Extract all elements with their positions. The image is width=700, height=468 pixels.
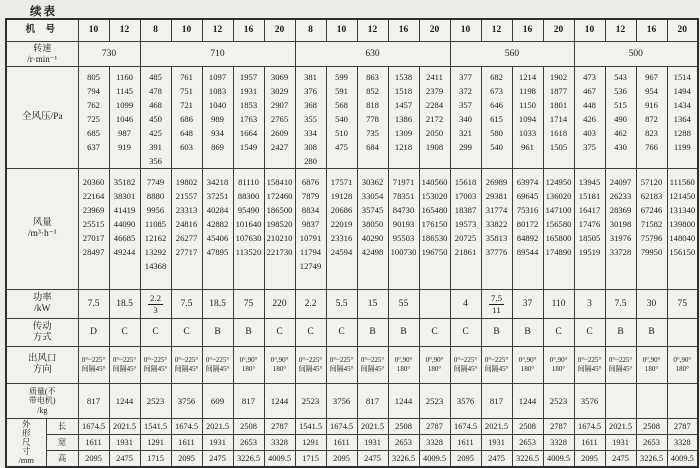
pressure-cell: 377 372 357 340 321 299 xyxy=(450,67,481,169)
machine-no-cell: 20 xyxy=(264,19,295,42)
outlet-direction-cell: 0°,90° 180° xyxy=(543,347,574,384)
row-label-machine: 机 号 xyxy=(6,19,78,42)
length-cell: 1541.5 xyxy=(295,419,326,435)
power-cell xyxy=(140,290,171,319)
width-cell: 3328 xyxy=(667,435,698,451)
height-cell: 2095 xyxy=(450,451,481,468)
power-cell: 7.5 xyxy=(605,290,636,319)
airflow-cell: 20360 22164 23969 25515 27017 28497 xyxy=(78,169,109,290)
machine-no-cell: 8 xyxy=(140,19,171,42)
airflow-cell: 111560 121450 131340 139800 148040 156150 xyxy=(667,169,698,290)
airflow-cell: 6876 7879 8834 9837 10791 11794 12749 xyxy=(295,169,326,290)
row-label-mass: 质量(不 带电机) /kg xyxy=(6,384,78,419)
machine-no-cell: 16 xyxy=(233,19,264,42)
airflow-cell: 26989 29381 31774 33822 35813 37776 xyxy=(481,169,512,290)
height-cell: 2475 xyxy=(357,451,388,468)
length-cell: 2508 xyxy=(636,419,667,435)
machine-no-cell: 12 xyxy=(202,19,233,42)
row-label-drive: 传动 方式 xyxy=(6,319,78,347)
outlet-direction-cell: 0°,90° 180° xyxy=(233,347,264,384)
pressure-cell: 967 954 916 872 823 766 xyxy=(636,67,667,169)
pressure-cell: 1902 1877 1801 1714 1618 1505 xyxy=(543,67,574,169)
width-cell: 1931 xyxy=(357,435,388,451)
power-cell: 18.5 xyxy=(202,290,233,319)
width-cell: 3328 xyxy=(419,435,450,451)
machine-no-cell: 12 xyxy=(481,19,512,42)
pressure-cell: 381 376 368 355 334 308 280 xyxy=(295,67,326,169)
mass-cell: 3756 xyxy=(171,384,202,419)
drive-cell: C xyxy=(109,319,140,347)
mass-cell: 817 xyxy=(481,384,512,419)
pressure-cell: 1214 1198 1150 1094 1033 961 xyxy=(512,67,543,169)
length-cell: 2787 xyxy=(543,419,574,435)
drive-cell: B xyxy=(636,319,667,347)
height-cell: 4009.5 xyxy=(543,451,574,468)
pressure-cell: 3069 3029 2907 2765 2609 2427 xyxy=(264,67,295,169)
drive-cell: C xyxy=(171,319,202,347)
airflow-cell: 7749 8880 9956 11085 12162 13292 14368 xyxy=(140,169,171,290)
speed-cell: 630 xyxy=(295,42,450,67)
speed-cell: 560 xyxy=(450,42,574,67)
length-cell: 1674.5 xyxy=(78,419,109,435)
height-cell: 2475 xyxy=(109,451,140,468)
airflow-cell: 24097 26233 28369 30198 31976 33728 xyxy=(605,169,636,290)
spec-table xyxy=(5,18,699,468)
width-cell: 1611 xyxy=(171,435,202,451)
drive-cell: C xyxy=(543,319,574,347)
machine-no-cell: 10 xyxy=(326,19,357,42)
height-cell: 4009.5 xyxy=(264,451,295,468)
row-label-width: 宽 xyxy=(46,435,78,451)
power-cell: 4 xyxy=(450,290,481,319)
width-cell: 1611 xyxy=(450,435,481,451)
pressure-cell: 863 852 818 778 735 684 xyxy=(357,67,388,169)
drive-cell: C xyxy=(419,319,450,347)
power-cell xyxy=(419,290,450,319)
width-cell: 3328 xyxy=(264,435,295,451)
length-cell: 2508 xyxy=(388,419,419,435)
outlet-direction-cell: 0°~225° 间隔45° xyxy=(357,347,388,384)
pressure-cell: 543 536 515 490 462 430 xyxy=(605,67,636,169)
spec-table-body xyxy=(6,19,698,467)
airflow-cell: 158410 172460 186500 198520 210210 221730 xyxy=(264,169,295,290)
power-cell: 18.5 xyxy=(109,290,140,319)
height-cell: 4009.5 xyxy=(667,451,698,468)
pressure-cell: 761 751 721 686 648 603 xyxy=(171,67,202,169)
mass-cell: 1244 xyxy=(388,384,419,419)
drive-cell: B xyxy=(357,319,388,347)
outlet-direction-cell: 0°~225° 间隔45° xyxy=(481,347,512,384)
outlet-direction-cell: 0°,90° 180° xyxy=(636,347,667,384)
mass-cell: 2523 xyxy=(295,384,326,419)
power-cell: 75 xyxy=(233,290,264,319)
airflow-cell: 140560 153020 165480 176150 186530 196750 xyxy=(419,169,450,290)
pressure-cell: 805 794 762 725 685 637 xyxy=(78,67,109,169)
speed-cell: 500 xyxy=(574,42,698,67)
power-cell: 2.2 xyxy=(295,290,326,319)
mass-cell xyxy=(636,384,667,419)
outlet-direction-cell: 0°~225° 间隔45° xyxy=(295,347,326,384)
power-cell: 37 xyxy=(512,290,543,319)
row-label-outlet: 出风口 方向 xyxy=(6,347,78,384)
pressure-cell: 1957 1931 1853 1763 1664 1549 xyxy=(233,67,264,169)
length-cell: 1674.5 xyxy=(574,419,605,435)
mass-cell: 1244 xyxy=(264,384,295,419)
pressure-cell: 1097 1083 1040 989 934 869 xyxy=(202,67,233,169)
mass-cell: 3576 xyxy=(450,384,481,419)
machine-no-cell: 16 xyxy=(636,19,667,42)
length-cell: 2021.5 xyxy=(481,419,512,435)
airflow-cell: 63974 69645 75316 80172 84892 89544 xyxy=(512,169,543,290)
drive-cell: D xyxy=(78,319,109,347)
machine-no-cell: 8 xyxy=(295,19,326,42)
machine-no-cell: 12 xyxy=(605,19,636,42)
machine-no-cell: 10 xyxy=(450,19,481,42)
machine-no-cell: 20 xyxy=(667,19,698,42)
airflow-cell: 19802 21557 23313 24816 26277 27717 xyxy=(171,169,202,290)
drive-cell: B xyxy=(388,319,419,347)
drive-cell: B xyxy=(512,319,543,347)
drive-cell: B xyxy=(481,319,512,347)
speed-cell: 710 xyxy=(140,42,295,67)
pressure-cell: 1514 1494 1434 1364 1288 1199 xyxy=(667,67,698,169)
power-cell: 110 xyxy=(543,290,574,319)
length-cell: 2787 xyxy=(419,419,450,435)
length-cell: 2508 xyxy=(512,419,543,435)
length-cell: 2021.5 xyxy=(605,419,636,435)
drive-cell: C xyxy=(326,319,357,347)
width-cell: 1931 xyxy=(481,435,512,451)
mass-cell: 3756 xyxy=(326,384,357,419)
machine-no-cell: 10 xyxy=(574,19,605,42)
machine-no-cell: 16 xyxy=(388,19,419,42)
machine-no-cell: 20 xyxy=(419,19,450,42)
row-label-pressure: 全风压/Pa xyxy=(6,67,78,169)
row-label-length: 长 xyxy=(46,419,78,435)
mass-cell: 609 xyxy=(202,384,233,419)
mass-cell: 817 xyxy=(357,384,388,419)
length-cell: 2021.5 xyxy=(109,419,140,435)
length-cell: 2787 xyxy=(264,419,295,435)
length-cell: 2787 xyxy=(667,419,698,435)
outlet-direction-cell: 0°,90° 180° xyxy=(667,347,698,384)
height-cell: 1715 xyxy=(140,451,171,468)
airflow-cell: 124950 136020 147100 156580 165800 174890 xyxy=(543,169,574,290)
outlet-direction-cell: 0°~225° 间隔45° xyxy=(78,347,109,384)
outlet-direction-cell: 0°,90° 180° xyxy=(419,347,450,384)
drive-cell xyxy=(667,319,698,347)
width-cell: 3328 xyxy=(543,435,574,451)
width-cell: 2653 xyxy=(233,435,264,451)
length-cell: 2021.5 xyxy=(357,419,388,435)
outlet-direction-cell: 0°,90° 180° xyxy=(264,347,295,384)
width-cell: 2653 xyxy=(388,435,419,451)
power-cell: 220 xyxy=(264,290,295,319)
drive-cell: C xyxy=(295,319,326,347)
height-cell: 3226.5 xyxy=(512,451,543,468)
pressure-cell: 599 591 568 540 510 475 xyxy=(326,67,357,169)
outlet-direction-cell: 0°~225° 间隔45° xyxy=(171,347,202,384)
row-label-height: 高 xyxy=(46,451,78,468)
mass-cell: 3576 xyxy=(574,384,605,419)
height-cell: 2475 xyxy=(605,451,636,468)
drive-cell: B xyxy=(202,319,233,347)
power-cell: 3 xyxy=(574,290,605,319)
width-cell: 1931 xyxy=(109,435,140,451)
power-cell: 30 xyxy=(636,290,667,319)
row-label-dimensions: 外 形 尺 寸 /mm xyxy=(6,419,46,468)
power-cell: 75 xyxy=(667,290,698,319)
outlet-direction-cell: 0°~225° 间隔45° xyxy=(574,347,605,384)
height-cell: 2475 xyxy=(481,451,512,468)
airflow-cell: 17571 19128 20686 22019 23316 24594 xyxy=(326,169,357,290)
outlet-direction-cell: 0°,90° 180° xyxy=(512,347,543,384)
airflow-cell: 15618 17003 18387 19573 20725 21861 xyxy=(450,169,481,290)
machine-no-cell: 12 xyxy=(109,19,140,42)
machine-no-cell: 16 xyxy=(512,19,543,42)
height-cell: 2095 xyxy=(326,451,357,468)
length-cell: 2021.5 xyxy=(202,419,233,435)
airflow-cell: 30362 33054 35745 38050 40290 42498 xyxy=(357,169,388,290)
power-cell: 7.5 xyxy=(171,290,202,319)
width-cell: 1291 xyxy=(295,435,326,451)
length-cell: 1674.5 xyxy=(450,419,481,435)
row-label-airflow: 风量 /m³·h⁻¹ xyxy=(6,169,78,290)
width-cell: 1611 xyxy=(574,435,605,451)
width-cell: 2653 xyxy=(512,435,543,451)
width-cell: 1931 xyxy=(605,435,636,451)
height-cell: 3226.5 xyxy=(233,451,264,468)
height-cell: 4009.5 xyxy=(419,451,450,468)
mass-cell: 1244 xyxy=(109,384,140,419)
length-cell: 2508 xyxy=(233,419,264,435)
drive-cell: C xyxy=(450,319,481,347)
outlet-direction-cell: 0°~225° 间隔45° xyxy=(605,347,636,384)
height-cell: 2095 xyxy=(78,451,109,468)
pressure-cell: 473 467 448 426 403 375 xyxy=(574,67,605,169)
width-cell: 2653 xyxy=(636,435,667,451)
mass-cell xyxy=(667,384,698,419)
airflow-cell: 13945 15181 16417 17476 18505 19519 xyxy=(574,169,605,290)
outlet-direction-cell: 0°~225° 间隔45° xyxy=(202,347,233,384)
length-cell: 1541.5 xyxy=(140,419,171,435)
pressure-cell: 1160 1145 1099 1046 987 919 xyxy=(109,67,140,169)
height-cell: 1715 xyxy=(295,451,326,468)
outlet-direction-cell: 0°~225° 间隔45° xyxy=(109,347,140,384)
airflow-cell: 71971 78351 84730 90193 95503 100730 xyxy=(388,169,419,290)
row-label-power: 功率 /kW xyxy=(6,290,78,319)
drive-cell: C xyxy=(264,319,295,347)
mass-cell: 2523 xyxy=(419,384,450,419)
table-title: 续表 xyxy=(30,6,57,18)
mass-cell: 2523 xyxy=(140,384,171,419)
airflow-cell: 34218 37251 40284 42882 45406 47895 xyxy=(202,169,233,290)
height-cell: 2475 xyxy=(202,451,233,468)
mass-cell: 817 xyxy=(233,384,264,419)
width-cell: 1611 xyxy=(78,435,109,451)
outlet-direction-cell: 0°~225° 间隔45° xyxy=(450,347,481,384)
height-cell: 3226.5 xyxy=(636,451,667,468)
mass-cell xyxy=(605,384,636,419)
outlet-direction-cell: 0°~225° 间隔45° xyxy=(326,347,357,384)
power-cell: 55 xyxy=(388,290,419,319)
mass-cell: 1244 xyxy=(512,384,543,419)
pressure-cell: 682 673 646 615 580 540 xyxy=(481,67,512,169)
power-cell: 5.5 xyxy=(326,290,357,319)
drive-cell: C xyxy=(140,319,171,347)
outlet-direction-cell: 0°,90° 180° xyxy=(388,347,419,384)
pressure-cell: 485 478 468 450 425 391 356 xyxy=(140,67,171,169)
machine-no-cell: 10 xyxy=(78,19,109,42)
speed-cell: 730 xyxy=(78,42,140,67)
pressure-cell: 2411 2379 2284 2172 2050 1908 xyxy=(419,67,450,169)
height-cell: 2095 xyxy=(171,451,202,468)
mass-cell: 2523 xyxy=(543,384,574,419)
power-cell: 7.5 xyxy=(78,290,109,319)
pressure-cell: 1538 1518 1457 1386 1309 1218 xyxy=(388,67,419,169)
airflow-cell: 81110 88300 95490 101640 107630 113520 xyxy=(233,169,264,290)
outlet-direction-cell: 0°~225° 间隔45° xyxy=(140,347,171,384)
power-fraction: $\frac{2.2}{3}$ xyxy=(150,292,162,315)
power-cell xyxy=(481,290,512,319)
machine-no-cell: 12 xyxy=(357,19,388,42)
drive-cell: B xyxy=(605,319,636,347)
mass-cell: 817 xyxy=(78,384,109,419)
height-cell: 2095 xyxy=(574,451,605,468)
machine-no-cell: 10 xyxy=(171,19,202,42)
airflow-cell: 35182 38301 41419 44090 46685 49244 xyxy=(109,169,140,290)
power-cell: 15 xyxy=(357,290,388,319)
machine-no-cell: 20 xyxy=(543,19,574,42)
airflow-cell: 57120 62183 67246 71582 75796 79950 xyxy=(636,169,667,290)
length-cell: 1674.5 xyxy=(326,419,357,435)
power-fraction: $\frac{7.5}{11}$ xyxy=(491,292,503,315)
width-cell: 1291 xyxy=(140,435,171,451)
width-cell: 1611 xyxy=(326,435,357,451)
drive-cell: B xyxy=(233,319,264,347)
row-label-speed: 转速 /r·min⁻¹ xyxy=(6,42,78,67)
drive-cell: C xyxy=(574,319,605,347)
length-cell: 1674.5 xyxy=(171,419,202,435)
height-cell: 3226.5 xyxy=(388,451,419,468)
width-cell: 1931 xyxy=(202,435,233,451)
